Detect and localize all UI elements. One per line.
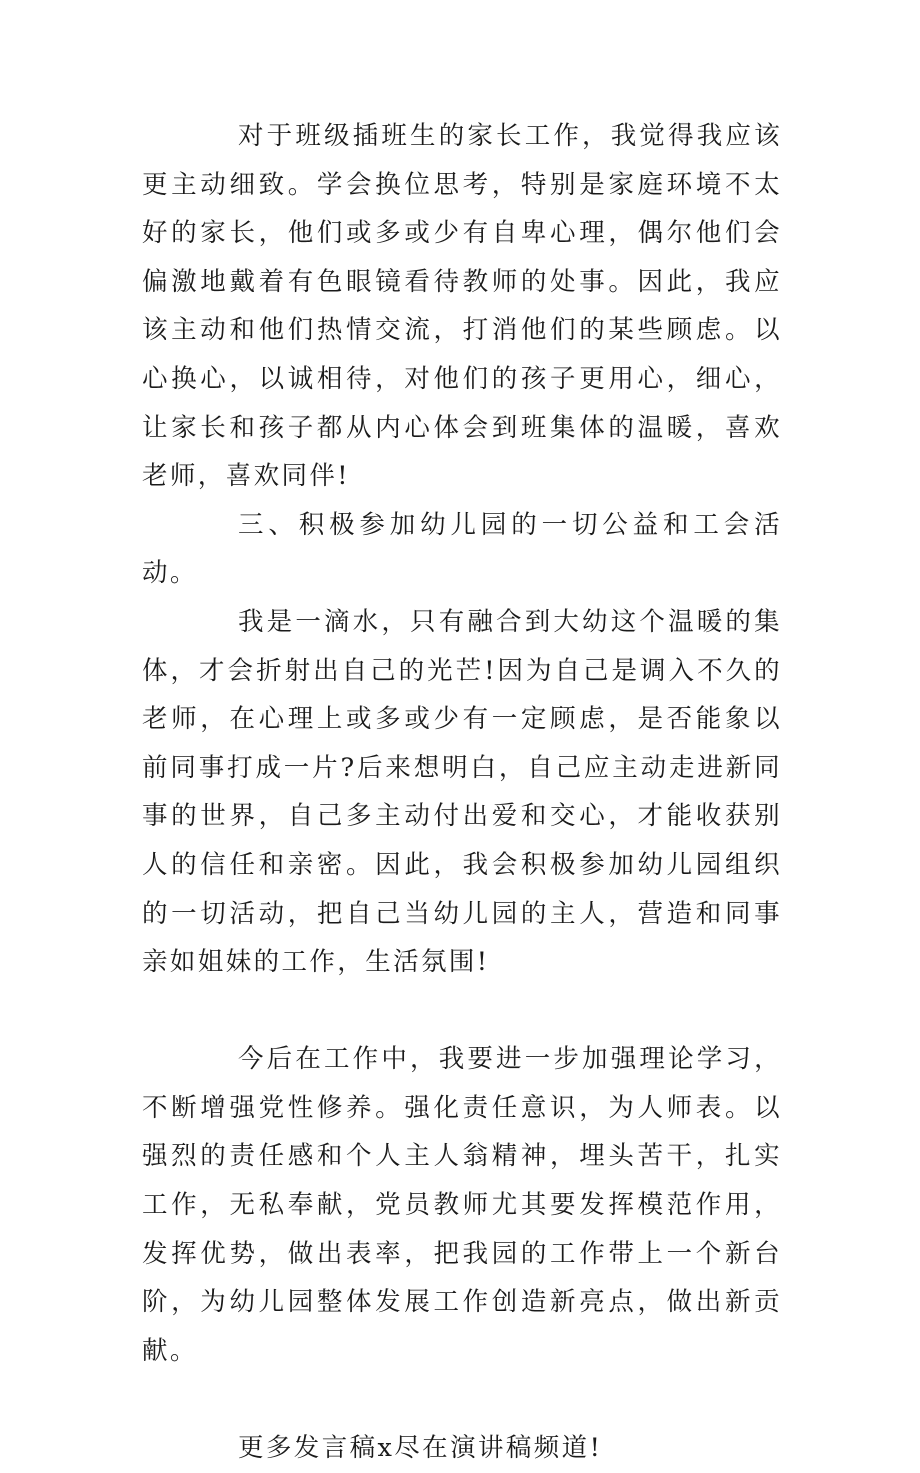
section-heading-activities: 三、积极参加幼儿园的一切公益和工会活动。 — [142, 509, 782, 589]
paragraph-water-drop: 我是一滴水，只有融合到大幼这个温暖的集体，才会折射出自己的光芒!因为自己是调入不久的老师，在心理上或多或少有一定顾虑，是否能象以前同事打成一片?后来想明白，自己应主动走进新同事的世界，自己多主动付出爱和交心，才能收获别人的信任和亲密。因此，我会积极参加幼儿园组织的一切活动，把自己当幼儿园的主人，营造和同事亲如姐妹的工作，生活氛围! — [142, 606, 782, 978]
paragraph-spacer — [142, 1375, 782, 1424]
paragraph-parent-work: 对于班级插班生的家长工作，我觉得我应该更主动细致。学会换位思考，特别是家庭环境不太好的家长，他们或多或少有自卑心理，偶尔他们会偏激地戴着有色眼镜看待教师的处事。因此，我应该主动和他们热情交流，打消他们的某些顾虑。以心换心，以诚相待，对他们的孩子更用心，细心，让家长和孩子都从内心体会到班集体的温暖，喜欢老师，喜欢同伴! — [142, 121, 782, 492]
paragraph-spacer — [142, 987, 782, 1036]
paragraph-future-work: 今后在工作中，我要进一步加强理论学习，不断增强党性修养。强化责任意识，为人师表。以强烈的责任感和个人主人翁精神，埋头苦干，扎实工作，无私奉献，党员教师尤其要发挥模范作用，发挥优势，做出表率，把我园的工作带上一个新台阶，为幼儿园整体发展工作创造新亮点，做出新贡献。 — [142, 1044, 782, 1366]
footer-note: 更多发言稿x尽在演讲稿频道! — [238, 1433, 603, 1464]
document-page — [142, 112, 782, 1473]
